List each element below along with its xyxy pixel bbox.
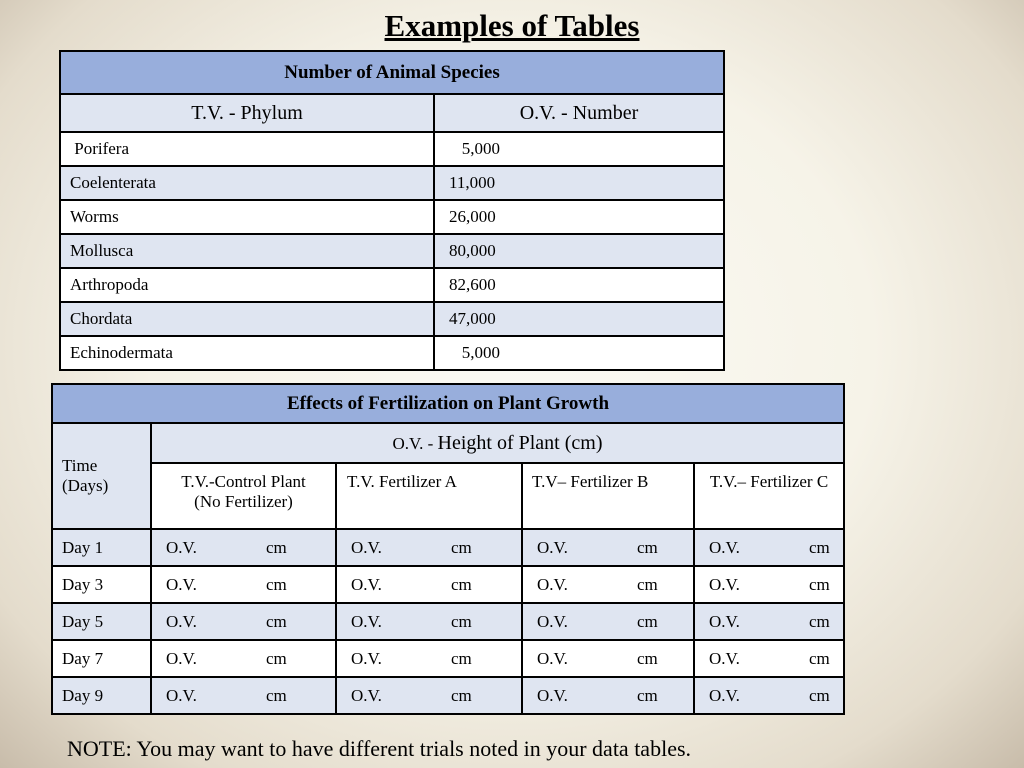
measurement-cell [151, 566, 336, 603]
ov-label: O.V. [537, 537, 568, 557]
unit-label: cm [266, 685, 287, 705]
day-cell: Day 9 [52, 677, 151, 714]
unit-label: cm [809, 648, 830, 668]
ov-label: O.V. [709, 611, 740, 631]
ov-label: O.V. [709, 574, 740, 594]
number-cell: 80,000 [434, 234, 724, 268]
ov-label: O.V. [166, 685, 197, 705]
unit-label: cm [451, 574, 472, 594]
ov-label: O.V. [537, 685, 568, 705]
ov-label: O.V. [166, 537, 197, 557]
slide-title: Examples of Tables [384, 8, 640, 43]
unit-label: cm [637, 611, 658, 631]
unit-label: cm [809, 574, 830, 594]
time-header-line2: (Days) [62, 476, 109, 495]
ov-label: O.V. [537, 611, 568, 631]
ov-label: O.V. [709, 537, 740, 557]
measurement-cell [694, 677, 844, 714]
number-cell: 5,000 [434, 336, 724, 370]
measurement-cell [151, 529, 336, 566]
number-cell: 82,600 [434, 268, 724, 302]
time-header-line1: Time [62, 456, 98, 475]
table-row [60, 268, 724, 302]
ov-label: O.V. [351, 648, 382, 668]
measurement-cell [336, 677, 522, 714]
measurement-cell [694, 566, 844, 603]
phylum-cell: Mollusca [60, 234, 434, 268]
table-caption: Number of Animal Species [60, 51, 724, 94]
unit-label: cm [637, 574, 658, 594]
measurement-cell [151, 640, 336, 677]
ov-label: O.V. [351, 611, 382, 631]
time-header [52, 423, 151, 529]
measurement-cell [151, 677, 336, 714]
phylum-cell: Coelenterata [60, 166, 434, 200]
ov-prefix: O.V. - [392, 433, 434, 453]
table-row [60, 336, 724, 370]
table-row [60, 200, 724, 234]
unit-label: cm [451, 537, 472, 557]
day-cell: Day 7 [52, 640, 151, 677]
number-cell: 26,000 [434, 200, 724, 234]
number-cell: 47,000 [434, 302, 724, 336]
ov-label: Height of Plant (cm) [437, 431, 603, 454]
measurement-cell [522, 566, 694, 603]
measurement-cell [151, 603, 336, 640]
unit-label: cm [809, 537, 830, 557]
note-text: NOTE: You may want to have different trials noted in your data tables. [67, 736, 692, 761]
ov-label: O.V. [709, 648, 740, 668]
ov-label: O.V. [351, 685, 382, 705]
unit-label: cm [809, 685, 830, 705]
unit-label: cm [637, 537, 658, 557]
measurement-cell [522, 677, 694, 714]
table-row [52, 603, 844, 640]
measurement-cell [522, 603, 694, 640]
phylum-cell: Echinodermata [60, 336, 434, 370]
unit-label: cm [451, 648, 472, 668]
unit-label: cm [266, 648, 287, 668]
day-cell: Day 1 [52, 529, 151, 566]
unit-label: cm [451, 611, 472, 631]
measurement-cell [336, 640, 522, 677]
ov-label: O.V. [351, 574, 382, 594]
ov-label: O.V. [351, 537, 382, 557]
ov-header [151, 423, 844, 463]
unit-label: cm [266, 537, 287, 557]
unit-label: cm [637, 648, 658, 668]
ov-label: O.V. [166, 648, 197, 668]
unit-label: cm [266, 574, 287, 594]
ov-label: O.V. [709, 685, 740, 705]
measurement-cell [522, 529, 694, 566]
column-header-fertilizer-b: T.V– Fertilizer B [522, 463, 694, 529]
day-cell: Day 5 [52, 603, 151, 640]
table-row [52, 640, 844, 677]
ov-label: O.V. [166, 611, 197, 631]
day-cell: Day 3 [52, 566, 151, 603]
table-row [52, 677, 844, 714]
column-header-fertilizer-a: T.V. Fertilizer A [336, 463, 522, 529]
table-row [52, 566, 844, 603]
phylum-cell: Arthropoda [60, 268, 434, 302]
table-row [60, 132, 724, 166]
ov-label: O.V. [537, 648, 568, 668]
table-row [60, 234, 724, 268]
table-row [60, 166, 724, 200]
measurement-cell [522, 640, 694, 677]
column-header-fertilizer-c: T.V.– Fertilizer C [694, 463, 844, 529]
number-cell: 5,000 [434, 132, 724, 166]
measurement-cell [694, 529, 844, 566]
table-row [52, 529, 844, 566]
growth-table [51, 383, 845, 715]
measurement-cell [336, 529, 522, 566]
measurement-cell [694, 640, 844, 677]
ov-label: O.V. [166, 574, 197, 594]
phylum-cell: Chordata [60, 302, 434, 336]
column-header-control: T.V.-Control Plant (No Fertilizer) [151, 463, 336, 529]
table-caption: Effects of Fertilization on Plant Growth [52, 384, 844, 423]
measurement-cell [694, 603, 844, 640]
species-table [59, 50, 725, 371]
column-header-number: O.V. - Number [434, 94, 724, 132]
ov-label: O.V. [537, 574, 568, 594]
number-cell: 11,000 [434, 166, 724, 200]
measurement-cell [336, 566, 522, 603]
phylum-cell: Worms [60, 200, 434, 234]
unit-label: cm [809, 611, 830, 631]
unit-label: cm [451, 685, 472, 705]
unit-label: cm [637, 685, 658, 705]
table-row [60, 302, 724, 336]
phylum-cell: Porifera [60, 132, 434, 166]
column-header-phylum: T.V. - Phylum [60, 94, 434, 132]
measurement-cell [336, 603, 522, 640]
unit-label: cm [266, 611, 287, 631]
